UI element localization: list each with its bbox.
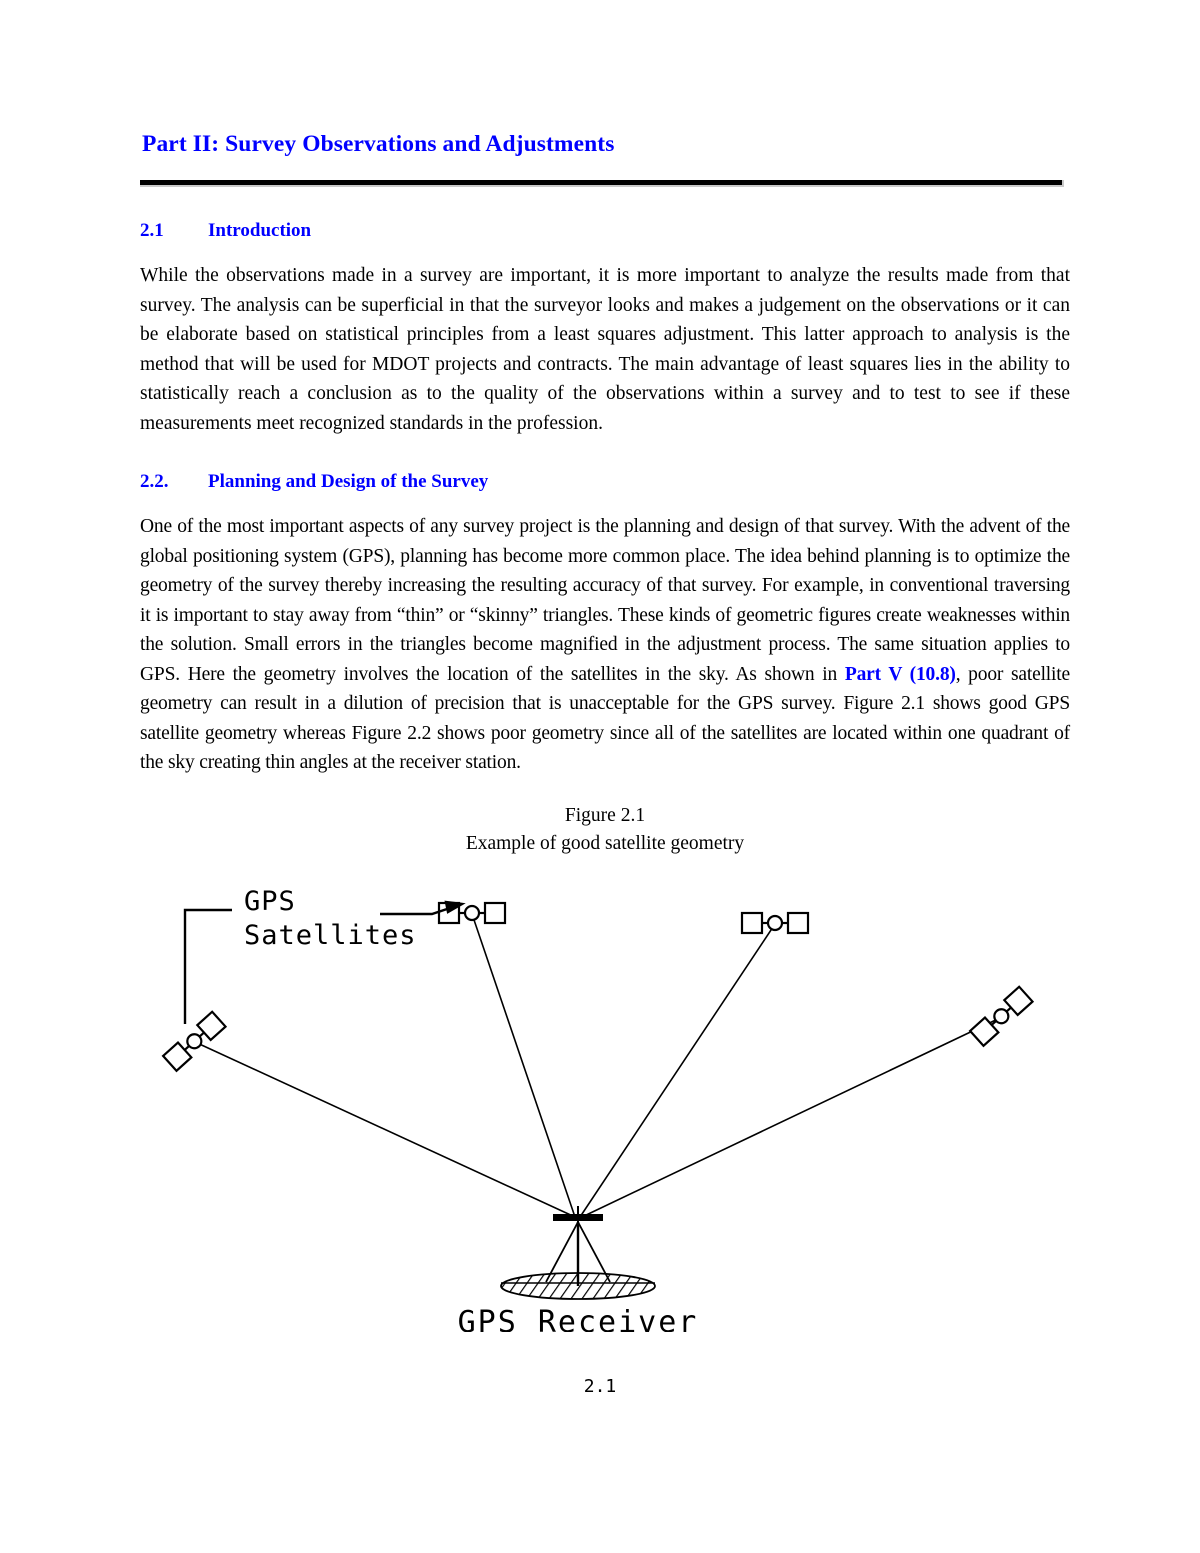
title-divider xyxy=(140,180,1064,187)
page-title: Part II: Survey Observations and Adjustments xyxy=(142,131,615,157)
figure-caption-line-2: Example of good satellite geometry xyxy=(465,832,745,854)
figure-2-1-diagram xyxy=(140,862,1070,1332)
section-heading-2-1 xyxy=(140,220,1070,242)
figure-caption xyxy=(140,802,1070,858)
signal-line-satellite-2 xyxy=(472,914,575,1217)
section-2-2-text-after-link: , poor satellite geometry can result in a dilution of precision that is unacceptable for the GPS survey. Figure 2.1 shows good GPS satellite geometry whereas Figure 2.2 shows poor geometry since all of the satellites are located within one quadrant of the sky creating thin angles at the receiver station. xyxy=(140,663,1070,774)
signal-lines xyxy=(195,914,1002,1217)
receiver-label: GPS Receiver xyxy=(457,1304,699,1332)
leader-line-right xyxy=(380,902,462,914)
page-number: 2.1 xyxy=(583,1376,617,1397)
section-number-2-2: 2.2. xyxy=(140,471,169,493)
section-2-2-text-before-link: One of the most important aspects of any survey project is the planning and design of that survey. With the advent of the global positioning system (GPS), planning has become more common place. The idea behind planning is to optimize the geometry of the survey thereby increasing the resulting accuracy of that survey. For example, in conventional traversing it is important to stay away from “thin” or “skinny” triangles. These kinds of geometric figures create weaknesses within the solution. Small errors in the triangles become magnified in the adjustment process. The same situation applies to GPS. Here the geometry involves the location of the satellites in the sky. As shown in xyxy=(140,516,1070,685)
ground-surface xyxy=(501,1273,655,1299)
document-content xyxy=(140,130,1070,1332)
satellites-label-line-1: GPS xyxy=(244,885,296,917)
satellite-icon-top-right xyxy=(742,913,808,933)
section-number-2-1: 2.1 xyxy=(140,220,164,242)
section-title-2-1: Introduction xyxy=(208,220,312,242)
signal-line-satellite-4 xyxy=(582,1017,1002,1217)
section-heading-2-2 xyxy=(140,471,1070,493)
gps-receiver-icon xyxy=(501,1206,655,1299)
section-2-2-paragraph xyxy=(140,512,1070,778)
satellite-icon-left xyxy=(163,1011,225,1070)
leader-line-left xyxy=(185,910,232,1024)
cross-reference-link[interactable]: Part V (10.8) xyxy=(844,663,956,685)
signal-line-satellite-1 xyxy=(195,1042,575,1217)
signal-line-satellite-3 xyxy=(580,924,775,1217)
section-title-2-2: Planning and Design of the Survey xyxy=(208,471,489,493)
section-2-1-paragraph: While the observations made in a survey are important, it is more important to analyze the results made from that survey. The analysis can be superficial in that the surveyor looks and makes a judgement on the observations or it can be elaborate based on statistical principles from a least squares adjustment. This latter approach to analysis is the method that will be used for MDOT projects and contracts. The main advantage of least squares lies in the ability to statistically reach a conclusion as to the quality of the observations within a survey and to test to see if these measurements meet recognized standards in the profession. xyxy=(140,265,1070,434)
satellite-icon-right xyxy=(970,986,1032,1045)
figure-caption-line-1: Figure 2.1 xyxy=(564,804,646,826)
satellites-label-line-2: Satellites xyxy=(244,919,417,951)
